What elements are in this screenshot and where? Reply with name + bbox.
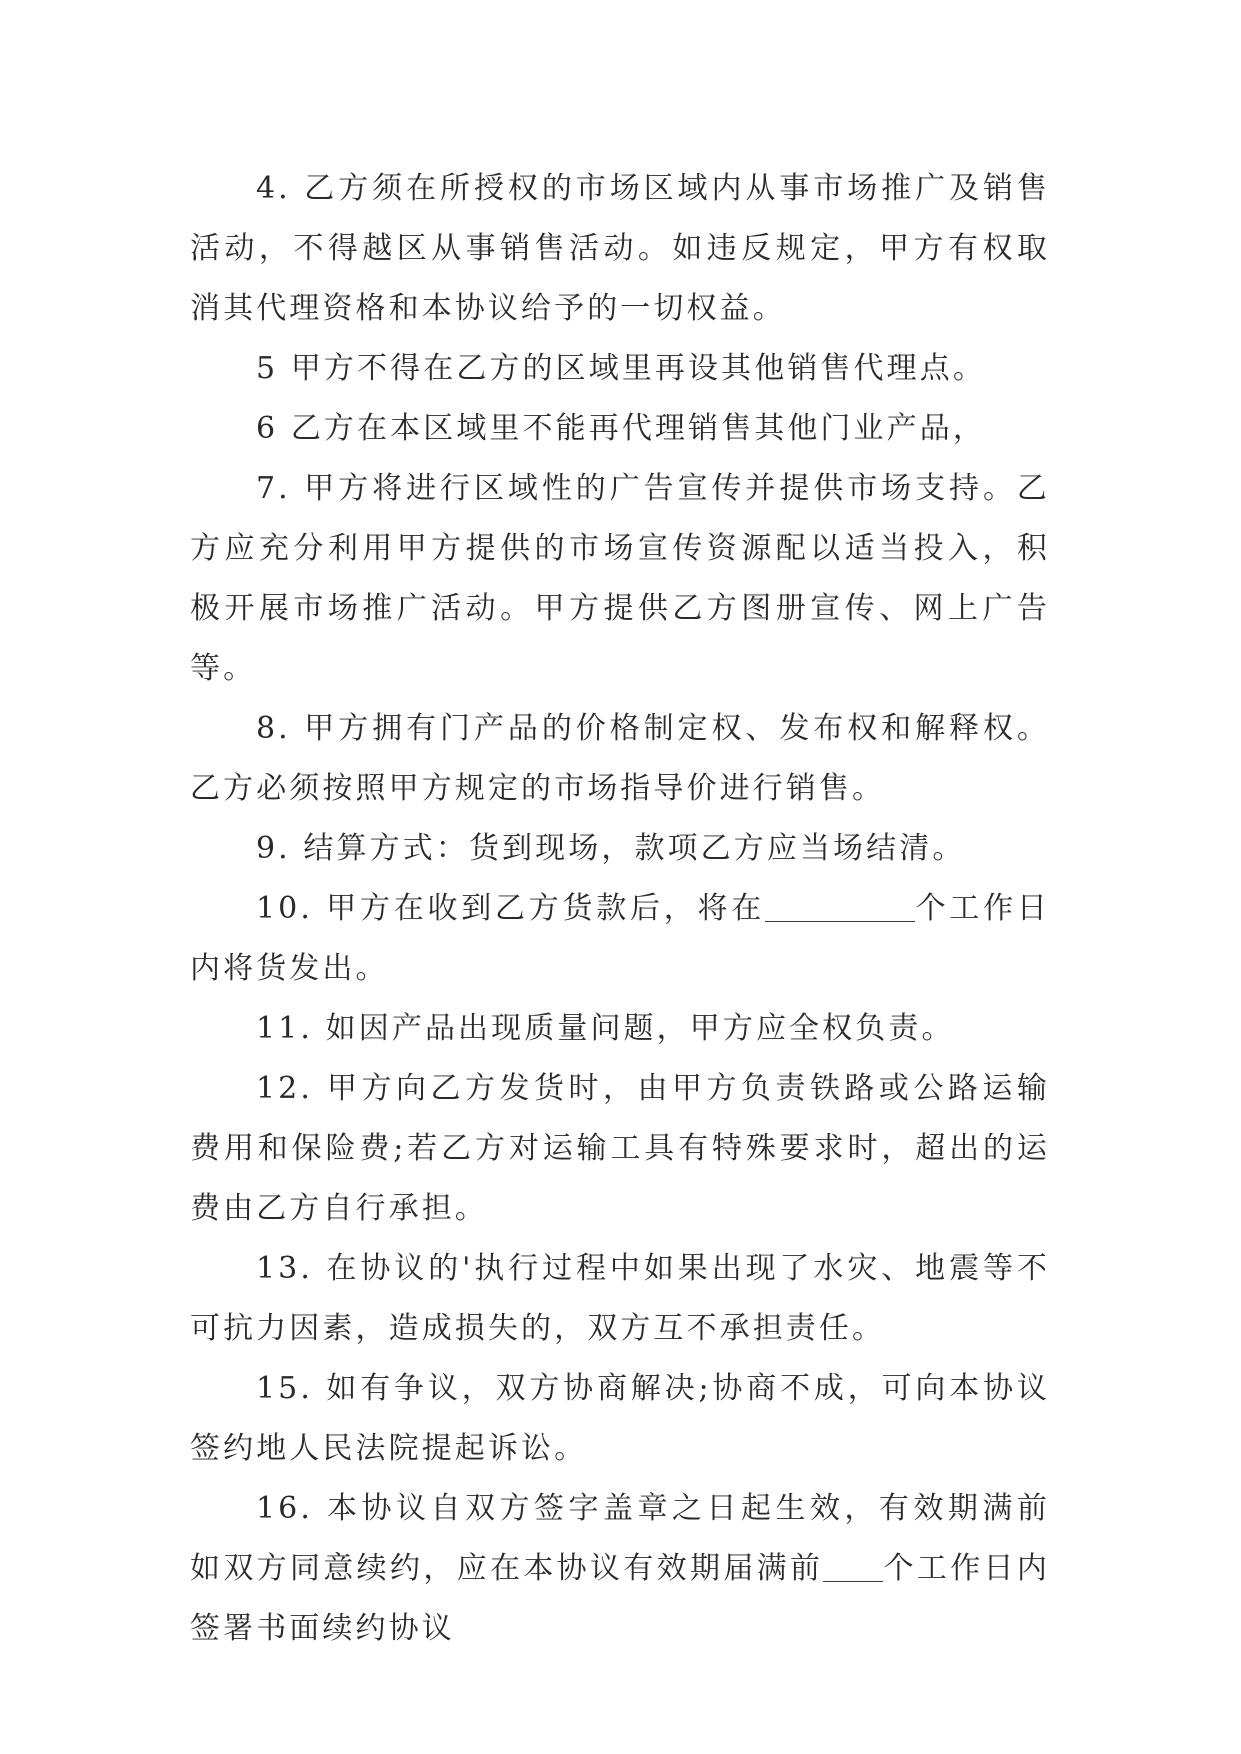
clause-16-text-a: 16. 本协议自双方签字盖章之日起生效，有效期满前如双方同意续约，应在本协议有效期届满前: [190, 1491, 1050, 1586]
clause-7: 7. 甲方将进行区域性的广告宣传并提供市场支持。乙方应充分利用甲方提供的市场宣传资源配以适当投入，积极开展市场推广活动。甲方提供乙方图册宣传、网上广告等。: [190, 471, 1050, 686]
clause-10: [190, 879, 1050, 999]
clause-6: 6 乙方在本区域里不能再代理销售其他门业产品，: [256, 411, 986, 446]
clause-16-text-b: 个工作日内签署书面续约协议: [190, 1551, 1050, 1646]
clause-11: 11. 如因产品出现质量问题，甲方应全权负责。: [256, 1011, 955, 1046]
clause-12: 12. 甲方向乙方发货时，由甲方负责铁路或公路运输费用和保险费;若乙方对运输工具有特殊要求时，超出的运费由乙方自行承担。: [190, 1071, 1050, 1226]
clause-9: 9. 结算方式：货到现场，款项乙方应当场结清。: [256, 831, 966, 866]
clause-15: 15. 如有争议，双方协商解决;协商不成，可向本协议签约地人民法院提起诉讼。: [190, 1371, 1050, 1466]
clause-13: 13. 在协议的'执行过程中如果出现了水灾、地震等不可抗力因素，造成损失的，双方互不承担责任。: [190, 1251, 1050, 1346]
clause-10-text-a: 10. 甲方在收到乙方货款后，将在: [256, 891, 765, 926]
workdays-blank-field: [765, 891, 915, 922]
clause-16: [190, 1479, 1050, 1659]
renewal-days-blank-field: [823, 1551, 883, 1582]
document-body: [190, 159, 1050, 1659]
clause-8: 8. 甲方拥有门产品的价格制定权、发布权和解释权。乙方必须按照甲方规定的市场指导价进行销售。: [190, 711, 1050, 806]
clause-10-text-b: 个工作日内将货发出。: [190, 891, 1050, 986]
clause-4: 4. 乙方须在所授权的市场区域内从事市场推广及销售活动，不得越区从事销售活动。如违反规定，甲方有权取消其代理资格和本协议给予的一切权益。: [190, 171, 1050, 326]
clause-5: 5 甲方不得在乙方的区域里再设其他销售代理点。: [256, 351, 986, 386]
